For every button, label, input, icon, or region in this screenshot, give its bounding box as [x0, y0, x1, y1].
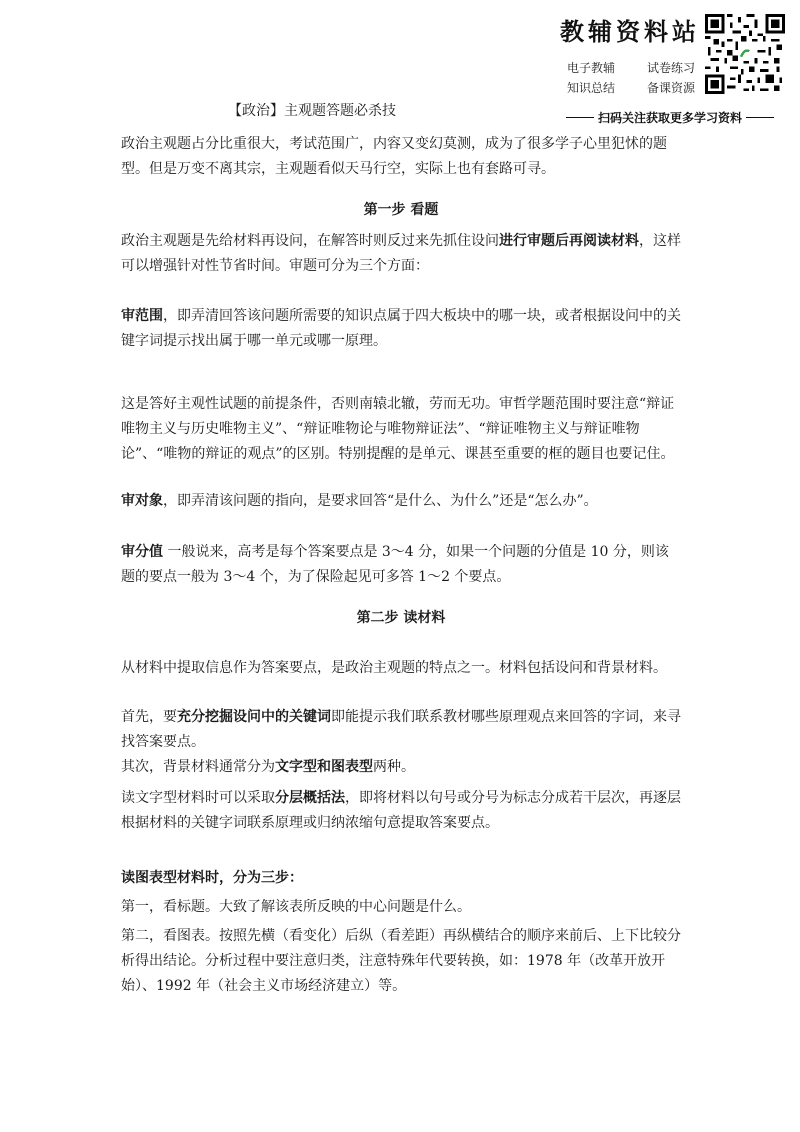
text-run: 两种。 [373, 759, 415, 775]
text-run: ，即弄清该问题的指向，是要求回答“是什么、为什么”还是“怎么办”。 [163, 493, 598, 509]
step1-heading: 第一步 看题 [363, 202, 439, 218]
document-body [121, 132, 681, 999]
second-paragraph [121, 755, 681, 780]
brand-title: 教辅资料站 [560, 18, 700, 46]
chart-material-heading: 读图表型材料时，分为三步： [121, 870, 303, 886]
text-run: ，即弄清回答该问题所需要的知识点属于四大板块中的哪一块，或者根据设问中的关键字词提示找出属于哪一单元或哪一原理。 [121, 308, 681, 349]
score-paragraph [121, 540, 681, 590]
emphasis-text: 分层概括法 [275, 790, 345, 806]
tag-item: 电子教辅 [567, 61, 616, 75]
text-run: ，即将材料以句号或分号为标志分成若干层次，再逐层根据材料的关键字词联系原理或归纳浓缩句意提取答案要点。 [121, 790, 681, 831]
text-run: 即能提示我们联系教材哪些原理观点来回答的字词，来寻找答案要点。 [121, 709, 681, 750]
text-material-paragraph [121, 786, 681, 836]
emphasis-text: 充分挖掘设问中的关键词 [177, 709, 331, 725]
tag-item: 试卷练习 [646, 61, 695, 75]
text-run: 政治主观题是先给材料再设问，在解答时则反过来先抓住设问 [121, 233, 499, 249]
emphasis-text: 进行审题后再阅读材料 [499, 233, 639, 249]
chart-step-2: 第二，看图表。按照先横（看变化）后纵（看差距）再纵横结合的顺序来前后、上下比较分析得出结论。分析过程中要注意归类，注意特殊年代要转换，如：1978 年（改革开放开始）、1992 年（社会主义市场经济建立）等。 [121, 928, 681, 994]
score-label: 审分值 [121, 544, 163, 560]
scope-note-paragraph: 这是答好主观性试题的前提条件，否则南辕北辙，劳而无功。审哲学题范围时要注意“辩证唯物主义与历史唯物主义”、“辩证唯物论与唯物辩证法”、“辩证唯物主义与辩证唯物论”、“唯物的辩证的观点”的区别。特别提醒的是单元、课甚至重要的框的题目也要记住。 [121, 396, 675, 462]
chart-step-1: 第一，看标题。大致了解该表所反映的中心问题是什么。 [121, 899, 471, 915]
step2-paragraph: 从材料中提取信息作为答案要点，是政治主观题的特点之一。材料包括设问和背景材料。 [121, 660, 667, 676]
text-run: 一般说来，高考是每个答案要点是 3～4 分，如果一个问题的分值是 10 分，则该题的要点一般为 3～4 个，为了保险起见可多答 1～2 个要点。 [121, 544, 669, 585]
tagline-text: 扫码关注获取更多学习资料 [598, 111, 743, 125]
object-label: 审对象 [121, 493, 163, 509]
step2-heading: 第二步 读材料 [356, 610, 446, 626]
qr-code-icon[interactable] [705, 14, 785, 94]
scope-label: 审范围 [121, 308, 163, 324]
object-paragraph [121, 489, 681, 514]
emphasis-text: 文字型和图表型 [275, 759, 373, 775]
intro-paragraph: 政治主观题占分比重很大，考试范围广，内容又变幻莫测，成为了很多学子心里犯怵的题型。但是万变不离其宗，主观题看似天马行空，实际上也有套路可寻。 [121, 136, 667, 177]
page-title-text: 【政治】主观题答题必杀技 [228, 103, 396, 119]
tag-item: 备课资源 [646, 81, 695, 95]
brand-tags [567, 58, 695, 98]
step1-paragraph [121, 229, 681, 279]
text-run: 其次，背景材料通常分为 [121, 759, 275, 775]
text-run: 首先，要 [121, 709, 177, 725]
text-run: 读文字型材料时可以采取 [121, 790, 275, 806]
first-paragraph [121, 705, 681, 755]
page-title [0, 100, 800, 120]
text-run: ，这样可以增强针对性节省时间。审题可分为三个方面： [121, 233, 681, 274]
scope-paragraph [121, 304, 681, 354]
tag-item: 知识总结 [567, 81, 616, 95]
